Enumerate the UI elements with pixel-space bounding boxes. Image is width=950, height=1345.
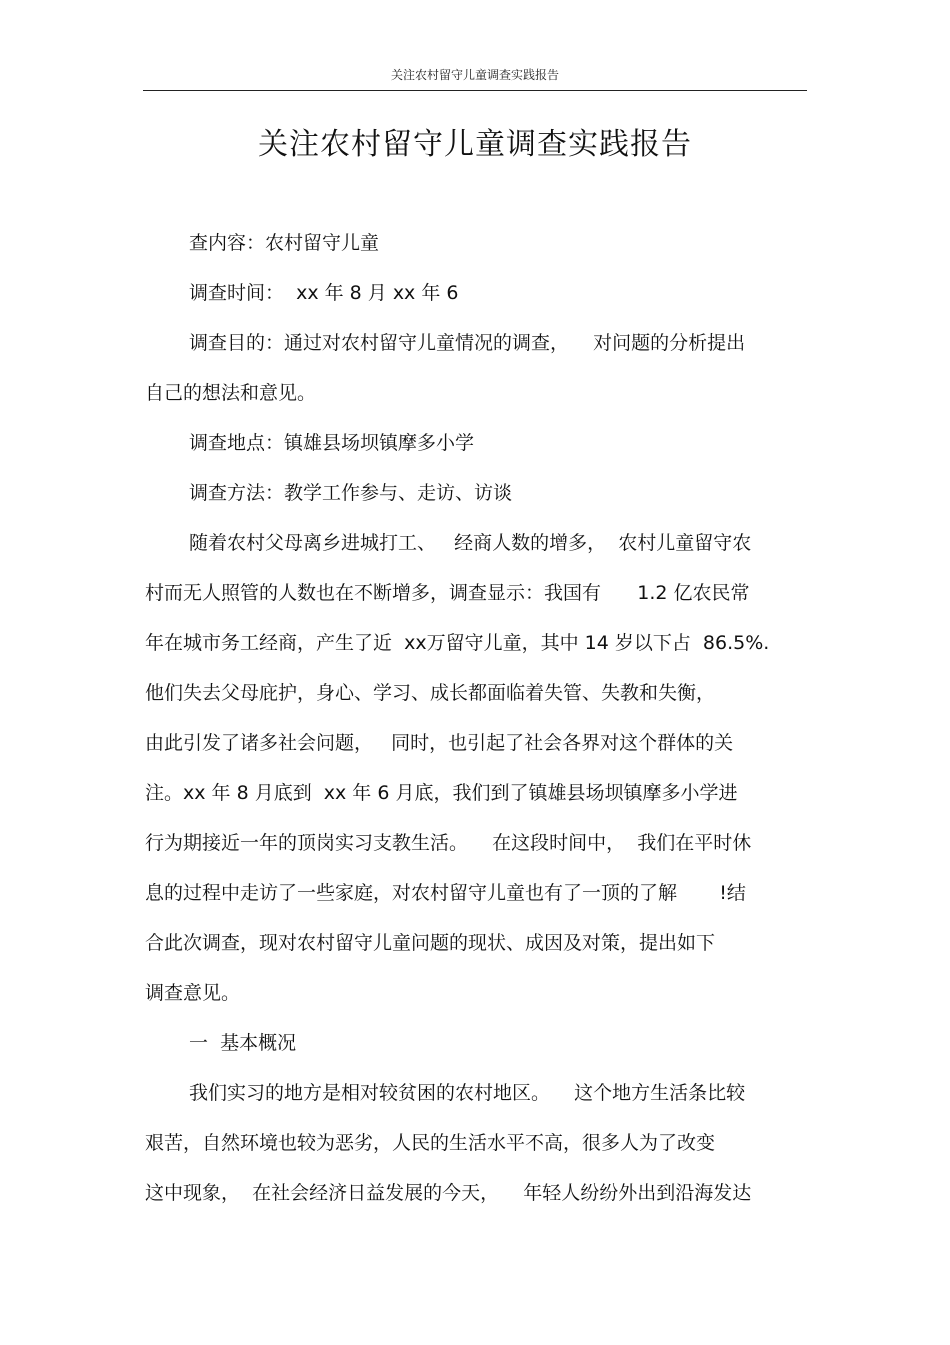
paragraph-line: 艰苦，自然环境也较为恶劣，人民的生活水平不高，很多人为了改变: [145, 1132, 716, 1154]
section-heading: 一 基本概况: [189, 1032, 297, 1054]
survey-method-line: 调查方法：教学工作参与、走访、访谈: [189, 482, 513, 504]
survey-location-line: 调查地点：镇雄县场坝镇摩多小学: [189, 432, 475, 454]
paragraph-line: 息的过程中走访了一些家庭，对农村留守儿童也有了一顶的了解 !结: [145, 882, 746, 904]
paragraph-line: 行为期接近一年的顶岗实习支教生活。 在这段时间中， 我们在平时休: [145, 832, 752, 854]
paragraph-line: 这中现象， 在社会经济日益发展的今天， 年轻人纷纷外出到沿海发达: [145, 1182, 752, 1204]
header-divider: [143, 90, 807, 91]
survey-purpose-line-2: 自己的想法和意见。: [145, 382, 317, 404]
survey-time-line: 调查时间： xx 年 8 月 xx 年 6: [189, 282, 459, 304]
paragraph-line: 合此次调查，现对农村留守儿童问题的现状、成因及对策，提出如下: [145, 932, 716, 954]
paragraph-line: 由此引发了诸多社会问题， 同时，也引起了社会各界对这个群体的关: [145, 732, 734, 754]
survey-purpose-line: 调查目的：通过对农村留守儿童情况的调查， 对问题的分析提出: [189, 332, 746, 354]
paragraph-line: 调查意见。: [145, 982, 241, 1004]
paragraph-line: 随着农村父母离乡进城打工、 经商人数的增多， 农村儿童留守农: [189, 532, 752, 554]
running-header: 关注农村留守儿童调查实践报告: [390, 68, 559, 82]
paragraph-line: 村而无人照管的人数也在不断增多，调查显示：我国有 1.2 亿农民常: [145, 582, 750, 604]
paragraph-line: 年在城市务工经商，产生了近 xx万留守儿童，其中 14 岁以下占 86.5%.: [145, 632, 770, 654]
document-title: 关注农村留守儿童调查实践报告: [258, 127, 692, 162]
paragraph-line: 他们失去父母庇护，身心、学习、成长都面临着失管、失教和失衡，: [145, 682, 716, 704]
paragraph-line: 注。xx 年 8 月底到 xx 年 6 月底，我们到了镇雄县场坝镇摩多小学进: [145, 782, 738, 804]
document-body: [145, 218, 810, 1218]
survey-content-line: 查内容：农村留守儿童: [189, 232, 380, 254]
paragraph-line: 我们实习的地方是相对较贫困的农村地区。 这个地方生活条比较: [189, 1082, 746, 1104]
